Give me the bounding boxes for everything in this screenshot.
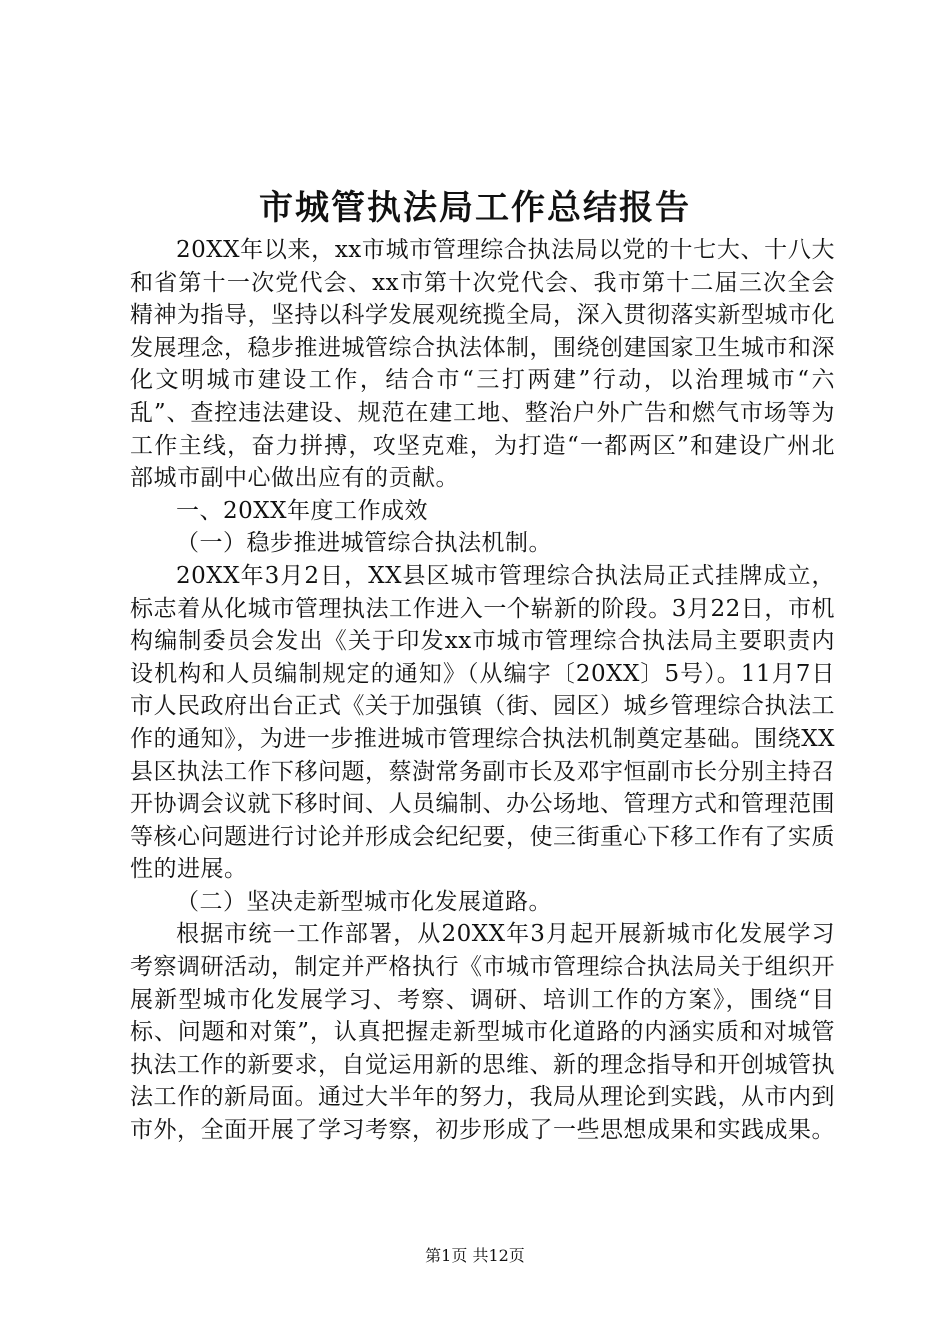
document-title: 市城管执法局工作总结报告 — [259, 188, 691, 228]
subsection-heading-2: （二）坚决走新型城市化发展道路。 — [176, 888, 552, 915]
subsection-1-paragraph: 20XX年3月2日，XX县区城市管理综合执法局正式挂牌成立，标志着从化城市管理执法工作进入一个崭新的阶段。3月22日，市机构编制委员会发出《关于印发xx市城市管理综合执法局主要职责内设机构和人员编制规定的通知》（从编字〔20XX〕5号）。11月7日市人民政府出台正式《关于加强镇（街、园区）城乡管理综合执法工作的通知》，为进一步推进城市管理综合执法机制奠定基础。围绕XX县区执法工作下移问题，蔡澍常务副市长及邓宇恒副市长分别主持召开协调会议就下移时间、人员编制、办公场地、管理方式和管理范围等核心问题进行讨论并形成会纪纪要，使三街重心下移工作有了实质性的进展。 — [130, 562, 835, 883]
subsection-heading-1: （一）稳步推进城管综合执法机制。 — [176, 530, 552, 557]
document-body — [130, 234, 835, 1147]
page-footer: 第1页 共12页 — [425, 1246, 525, 1265]
section-heading-1: 一、20XX年度工作成效 — [176, 497, 429, 524]
intro-paragraph: 20XX年以来，xx市城市管理综合执法局以党的十七大、十八大和省第十一次党代会、xx市第十次党代会、我市第十二届三次全会精神为指导，坚持以科学发展观统揽全局，深入贯彻落实新型城市化发展理念，稳步推进城管综合执法体制，围绕创建国家卫生城市和深化文明城市建设工作，结合市“三打两建”行动，以治理城市“六乱”、查控违法建设、规范在建工地、整治户外广告和燃气市场等为工作主线，奋力拼搏，攻坚克难，为打造“一都两区”和建设广州北部城市副中心做出应有的贡献。 — [130, 237, 835, 492]
subsection-2-paragraph: 根据市统一工作部署，从20XX年3月起开展新城市化发展学习考察调研活动，制定并严格执行《市城市管理综合执法局关于组织开展新型城市化发展学习、考察、调研、培训工作的方案》，围绕“目标、问题和对策”，认真把握走新型城市化道路的内涵实质和对城管执法工作的新要求，自觉运用新的思维、新的理念指导和开创城管执法工作的新局面。通过大半年的努力，我局从理论到实践，从市内到市外，全面开展了学习考察，初步形成了一些思想成果和实践成果。 — [130, 921, 835, 1144]
